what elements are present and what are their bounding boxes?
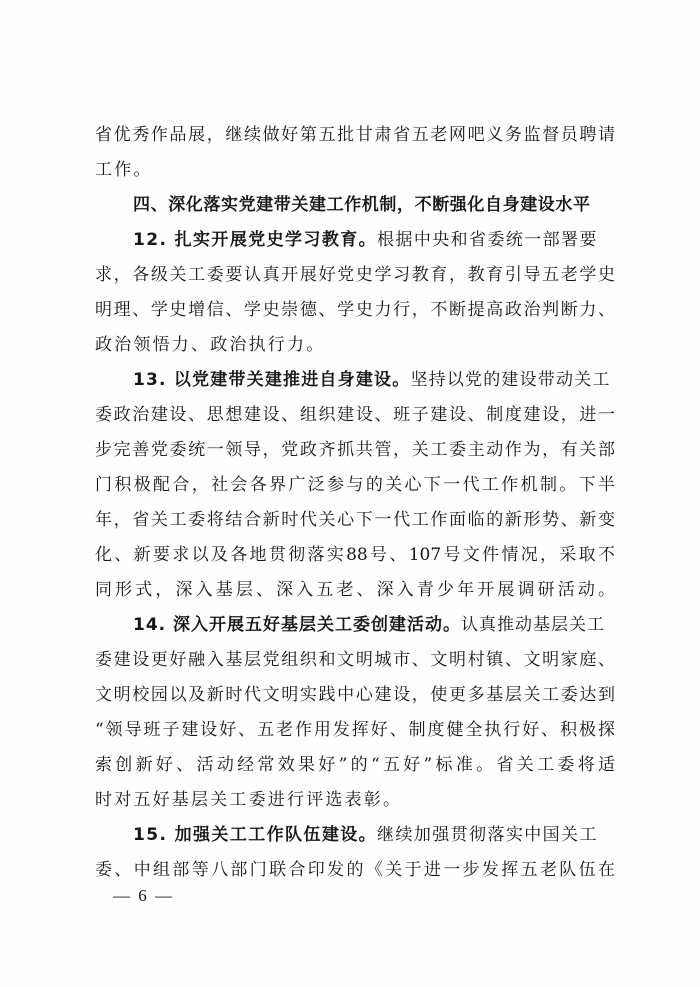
paragraph-line: 时对五好基层关工委进行评选表彰。 [95, 790, 403, 810]
paragraph-line: 省优秀作品展，继续做好第五批甘肃省五老网吧义务监督员聘请 [95, 125, 615, 145]
item-14-first-line [95, 608, 615, 643]
item-15-first-line [95, 818, 615, 853]
paragraph-line: 步完善党委统一领导，党政齐抓共管，关工委主动作为，有关部 [95, 440, 615, 460]
paragraph-line: 政治领悟力、政治执行力。 [95, 335, 326, 355]
paragraph-line: 委建设更好融入基层党组织和文明城市、文明村镇、文明家庭、 [95, 650, 615, 670]
document-body [95, 118, 615, 888]
item-13-first-text: 坚持以党的建设带动关工 [410, 370, 611, 390]
item-14-first-text: 认真推动基层关工 [461, 615, 606, 635]
paragraph-line: 委政治建设、思想建设、组织建设、班子建设、制度建设，进一 [95, 405, 615, 425]
paragraph-line: 化、新要求以及各地贯彻落实88号、107号文件情况，采取不 [95, 545, 615, 565]
paragraph-line: 委、中组部等八部门联合印发的《关于进一步发挥五老队伍在 [95, 860, 615, 880]
paragraph-line: 工作。 [95, 160, 153, 180]
paragraph-line: 门积极配合，社会各界广泛参与的关心下一代工作机制。下半 [95, 475, 615, 495]
paragraph-line: 文明校园以及新时代文明实践中心建设，使更多基层关工委达到 [95, 685, 615, 705]
paragraph-line: 求，各级关工委要认真开展好党史学习教育，教育引导五老学史 [95, 265, 615, 285]
paragraph-line: 年，省关工委将结合新时代关心下一代工作面临的新形势、新变 [95, 510, 615, 530]
item-12-first-text: 根据中央和省委统一部署要 [377, 230, 598, 250]
paragraph-line: 同形式，深入基层、深入五老、深入青少年开展调研活动。 [95, 580, 615, 600]
item-12-first-line [95, 223, 615, 258]
paragraph-line: “领导班子建设好、五老作用发挥好、制度健全执行好、积极探 [95, 720, 615, 740]
paragraph-line: 索创新好、活动经常效果好”的“五好”标准。省关工委将适 [95, 755, 615, 775]
page-number: — 6 — [113, 886, 174, 905]
item-14-title: 14. 深入开展五好基层关工委创建活动。 [133, 615, 462, 635]
item-13-title: 13. 以党建带关建推进自身建设。 [133, 370, 411, 390]
item-15-first-text: 继续加强贯彻落实中国关工 [377, 825, 598, 845]
item-13-first-line [95, 363, 615, 398]
paragraph-line: 明理、学史增信、学史崇德、学史力行，不断提高政治判断力、 [95, 300, 615, 320]
item-12-title: 12. 扎实开展党史学习教育。 [133, 230, 378, 250]
section-heading: 四、深化落实党建带关建工作机制，不断强化自身建设水平 [133, 195, 591, 215]
item-15-title: 15. 加强关工工作队伍建设。 [133, 825, 378, 845]
